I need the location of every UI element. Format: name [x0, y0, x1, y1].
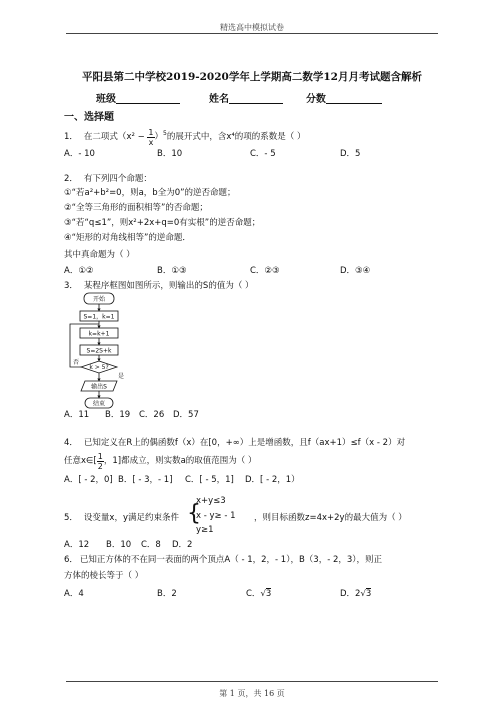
- page-footer: 第 1 页，共 16 页: [219, 689, 285, 698]
- q6-option-c[interactable]: C．√3: [246, 589, 272, 599]
- q5-option-b[interactable]: B．10: [106, 540, 132, 550]
- q5-option-a[interactable]: A．12: [64, 540, 90, 550]
- q5-brace: {: [187, 501, 201, 526]
- score-label: 分数: [305, 94, 326, 105]
- question-2: 2． 有下列四个命题：: [64, 174, 152, 184]
- header-divider: [66, 33, 438, 34]
- q1-stem-post: 的展开式中，含x⁴的项的系数是（ ）: [166, 132, 306, 142]
- q3-option-c[interactable]: C．26: [139, 410, 165, 420]
- page-title: 平阳县第二中学校2019-2020学年上学期高二数学12月月考试题含解析: [82, 71, 422, 83]
- score-blank[interactable]: [326, 93, 382, 104]
- q1-number: 1．: [64, 132, 78, 142]
- q5-option-d[interactable]: D．2: [172, 540, 193, 550]
- q4-option-a[interactable]: A．[ - 2，0]: [64, 475, 113, 485]
- q3-option-d[interactable]: D．57: [173, 410, 199, 420]
- q2-option-c[interactable]: C．②③: [250, 266, 280, 276]
- flow-yes-label: 是: [117, 373, 125, 380]
- q6-option-d[interactable]: D．2√3: [340, 589, 372, 599]
- q2-ask: 其中真命题为（ ）: [64, 250, 135, 260]
- q5-option-c[interactable]: C．8: [141, 540, 161, 550]
- q2-proposition-4: ④“矩形的对角线相等”的逆命题．: [64, 233, 191, 243]
- name-label: 姓名: [208, 94, 229, 105]
- flow-step2-label: S=2S+k: [86, 347, 112, 355]
- question-4: 4． 已知定义在R上的偶函数f（x）在[0，+∞）上是增函数，且f（ax+1）≤f（x - 2）对: [64, 438, 406, 448]
- q4-option-b[interactable]: B．[ - 3，- 1]: [118, 475, 173, 485]
- q4-option-d[interactable]: D．[ - 2，1）: [245, 475, 300, 485]
- page-header: 精选高中模拟试卷: [220, 23, 284, 32]
- q1-stem-pre: 在二项式（: [83, 132, 127, 142]
- flow-output-label: 输出S: [91, 383, 107, 391]
- q1-exponent: 5: [163, 130, 167, 138]
- q2-option-d[interactable]: D．③④: [340, 266, 371, 276]
- q3-option-a[interactable]: A．11: [64, 410, 90, 420]
- class-label: 班级: [96, 94, 116, 105]
- flow-init-label: S=1，k=1: [83, 313, 115, 321]
- question-6: 6． 已知正方体的不在同一表面的两个顶点A（ - 1，2，- 1），B（3，- 2，3），则正: [64, 555, 383, 565]
- section-heading: 一、选择题: [64, 112, 114, 123]
- q2-proposition-1: ①“若a²+b²=0，则a，b全为0”的逆否命题；: [64, 188, 236, 198]
- q2-proposition-3: ③“若“q≤1”，则x²+2x+q=0有实根”的逆否命题；: [64, 218, 261, 228]
- flowchart: [66, 292, 136, 410]
- class-blank[interactable]: [116, 93, 180, 104]
- sqrt-icon: √: [260, 589, 266, 599]
- q2-proposition-2: ②“全等三角形的面积相等”的否命题；: [64, 203, 208, 213]
- question-4-line2: 任意x∈[ $\frac{1}{2}$ ，1]都成立，则实数a的取值范围为（ ）: [64, 452, 257, 471]
- flow-end-label: 结束: [92, 400, 106, 408]
- q1-option-c[interactable]: C．- 5: [250, 149, 276, 159]
- q3-option-b[interactable]: B．19: [105, 410, 131, 420]
- student-info-row: [96, 90, 382, 105]
- q5-stem-post: ，则目标函数z=4x+2y的最大值为（ ）: [254, 513, 407, 523]
- q2-option-a[interactable]: A．①②: [64, 266, 94, 276]
- q5-constraint-1: x+y≤3: [196, 496, 226, 506]
- q1-fraction: $\frac{1}{x}$: [148, 128, 154, 147]
- question-3: 3． 某程序框图如图所示，则输出的S的值为（ ）: [64, 281, 254, 291]
- name-blank[interactable]: [229, 93, 283, 104]
- q5-constraint-2: x - y≥ - 1: [196, 511, 236, 521]
- flow-step1-label: k=k+1: [88, 330, 110, 338]
- q1-term-x2: x²: [126, 132, 135, 142]
- flow-no-label: 否: [72, 359, 80, 366]
- q6-option-a[interactable]: A．4: [64, 589, 84, 599]
- question-6-line2: 方体的棱长等于（ ）: [64, 571, 144, 581]
- q4-fraction: $\frac{1}{2}$: [97, 452, 103, 471]
- q1-option-b[interactable]: B．10: [157, 149, 183, 159]
- q1-option-d[interactable]: D．5: [340, 149, 361, 159]
- question-1: 1． 在二项式（x² − $\frac{1}{x}$ ）$^5$的展开式中，含x⁴的项的系数是（ ）: [64, 128, 306, 147]
- flow-condition-label: k > 5?: [89, 364, 109, 371]
- sqrt-icon: √: [360, 589, 366, 599]
- q2-option-b[interactable]: B．①③: [157, 266, 187, 276]
- footer-divider: [66, 681, 438, 682]
- q5-constraint-3: y≥1: [196, 525, 214, 535]
- question-5: 5． 设变量x，y满足约束条件: [64, 513, 179, 523]
- q6-option-b[interactable]: B．2: [157, 589, 177, 599]
- q1-option-a[interactable]: A．- 10: [64, 149, 95, 159]
- flow-start-label: 开始: [92, 296, 106, 303]
- q4-option-c[interactable]: C．[ - 5，1]: [185, 475, 234, 485]
